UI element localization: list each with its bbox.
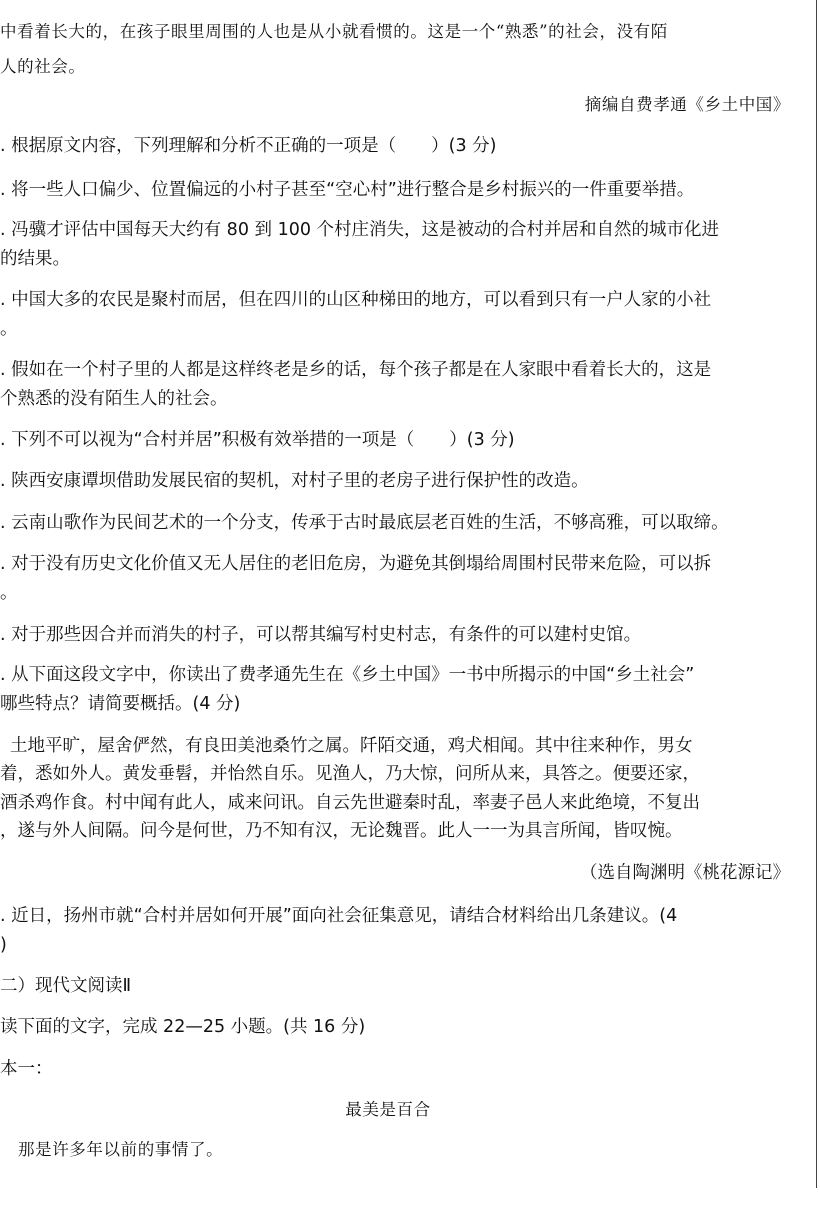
text-one-label: 本一： [0, 1059, 53, 1079]
question-22: . 近日，扬州市就“合村并居如何开展”面向社会征集意见，请结合材料给出几条建议。(4 [0, 906, 678, 926]
question-21: . 从下面这段文字中，你读出了费孝通先生在《乡土中国》一书中所揭示的中国“乡土社会” [0, 665, 695, 685]
option-19-b: . 冯骥才评估中国每天大约有 80 到 100 个村庄消失，这是被动的合村并居和自然的城市化进 [0, 220, 720, 240]
passage-line-2: 着，悉如外人。黄发垂髫，并怡然自乐。见渔人，乃大惊，问所从来，具答之。便要还家， [0, 764, 700, 784]
option-19-c: . 中国大多的农民是聚村而居，但在四川的山区种梯田的地方，可以看到只有一户人家的小社 [0, 290, 712, 310]
text-line-2: 人的社会。 [0, 57, 86, 76]
option-19-d-cont: 个熟悉的没有陌生人的社会。 [0, 389, 228, 409]
section-instruction: 读下面的文字，完成 22—25 小题。(共 16 分) [0, 1017, 366, 1037]
option-20-b: . 云南山歌作为民间艺术的一个分支，传承于古时最底层老百姓的生活，不够高雅，可以取缔。 [0, 513, 729, 533]
question-22-cont: ) [0, 935, 7, 955]
option-20-a: . 陕西安康谭坝借助发展民宿的契机，对村子里的老房子进行保护性的改造。 [0, 471, 589, 491]
passage-line-4: ，遂与外人间隔。问今是何世，乃不知有汉，无论魏晋。此人一一为具言所闻，皆叹惋。 [0, 821, 683, 841]
option-20-c-cont: 。 [0, 583, 18, 603]
question-19: . 根据原文内容，下列理解和分析不正确的一项是（ ）(3 分) [0, 136, 497, 156]
text-line-1: 中看着长大的，在孩子眼里周围的人也是从小就看惯的。这是一个“熟悉”的社会，没有陌 [0, 22, 668, 41]
passage-line-1: 土地平旷，屋舍俨然，有良田美池桑竹之属。阡陌交通，鸡犬相闻。其中往来种作，男女 [10, 736, 693, 756]
option-20-c: . 对于没有历史文化价值又无人居住的老旧危房，为避免其倒塌给周围村民带来危险，可以拆 [0, 554, 712, 574]
passage-line-3: 酒杀鸡作食。村中闻有此人，咸来问讯。自云先世避秦时乱，率妻子邑人来此绝境，不复出 [0, 793, 700, 813]
article-first-line: 那是许多年以前的事情了。 [18, 1140, 224, 1159]
option-19-d: . 假如在一个村子里的人都是这样终老是乡的话，每个孩子都是在人家眼中看着长大的，这是 [0, 360, 712, 380]
section-heading: 二）现代文阅读Ⅱ [0, 976, 132, 996]
question-20: . 下列不可以视为“合村并居”积极有效举措的一项是（ ）(3 分) [0, 430, 515, 450]
option-19-c-cont: 。 [0, 319, 18, 339]
option-19-b-cont: 的结果。 [0, 249, 70, 269]
source-attribution: 摘编自费孝通《乡土中国》 [584, 95, 790, 114]
article-title: 最美是百合 [345, 1100, 431, 1119]
passage-source: （选自陶渊明《桃花源记》 [580, 863, 790, 883]
question-21-cont: 哪些特点？请简要概括。(4 分) [0, 694, 241, 714]
right-border-line [816, 0, 817, 1188]
option-19-a: . 将一些人口偏少、位置偏远的小村子甚至“空心村”进行整合是乡村振兴的一件重要举措。 [0, 180, 695, 200]
option-20-d: . 对于那些因合并而消失的村子，可以帮其编写村史村志，有条件的可以建村史馆。 [0, 625, 642, 645]
